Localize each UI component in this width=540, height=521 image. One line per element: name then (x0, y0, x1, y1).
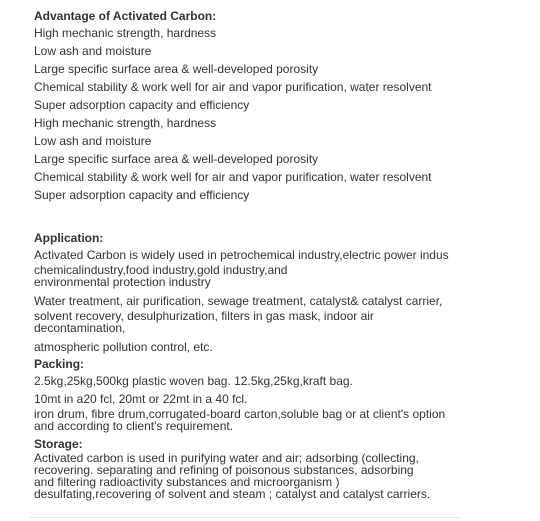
application-text: chemicalindustry,food industry,gold industry,and environmental protection industry (34, 263, 288, 289)
list-item: High mechanic strength, hardness (34, 116, 217, 130)
list-item: Chemical stability & work well for air and vapor purification, water resolvent (34, 170, 432, 184)
storage-heading: Storage: (34, 437, 83, 451)
list-item: Large specific surface area & well-developed porosity (34, 62, 319, 76)
application-heading: Application: (34, 231, 104, 245)
section-spacer (34, 222, 534, 230)
packing-heading: Packing: (34, 357, 85, 371)
advantage-list (34, 24, 534, 204)
list-item: Chemical stability & work well for air and vapor purification, water resolvent (34, 80, 432, 94)
list-item: High mechanic strength, hardness (34, 26, 217, 40)
list-item: Low ash and moisture (34, 134, 152, 148)
list-item: Super adsorption capacity and efficiency (34, 98, 250, 112)
storage-text: Activated carbon is used in purifying water and air; adsorbing (collecting, recovering. separating and refining of poisonous substances, adsorbing and filtering radioactivity substances and microorganism ) desulfating,recovering of solvent and steam ; catalyst and catalyst carriers. (34, 451, 431, 501)
application-text: atmospheric pollution control, etc. (34, 340, 213, 354)
list-item: Large specific surface area & well-developed porosity (34, 152, 319, 166)
packing-text: 2.5kg,25kg,500kg plastic woven bag. 12.5kg,25kg,kraft bag. (34, 374, 353, 388)
list-item: Super adsorption capacity and efficiency (34, 188, 250, 202)
application-text: Water treatment, air purification, sewage treatment, catalyst& catalyst carrier, (34, 294, 443, 308)
application-text: Activated Carbon is widely used in petrochemical industry,electric power indus (34, 248, 449, 262)
section-spacer (34, 204, 534, 222)
packing-text: 10mt in a20 fcl, 20mt or 22mt in a 40 fcl. (34, 392, 248, 406)
product-description (34, 8, 534, 504)
packing-text: iron drum, fibre drum,corrugated-board carton,soluble bag or at client's option and according to client's requirement. (34, 407, 446, 433)
application-text: solvent recovery, desulphurization, filters in gas mask, indoor air decontamination, (34, 309, 374, 335)
advantage-heading: Advantage of Activated Carbon: (34, 9, 217, 23)
list-item: Low ash and moisture (34, 44, 152, 58)
bottom-divider (30, 517, 460, 518)
